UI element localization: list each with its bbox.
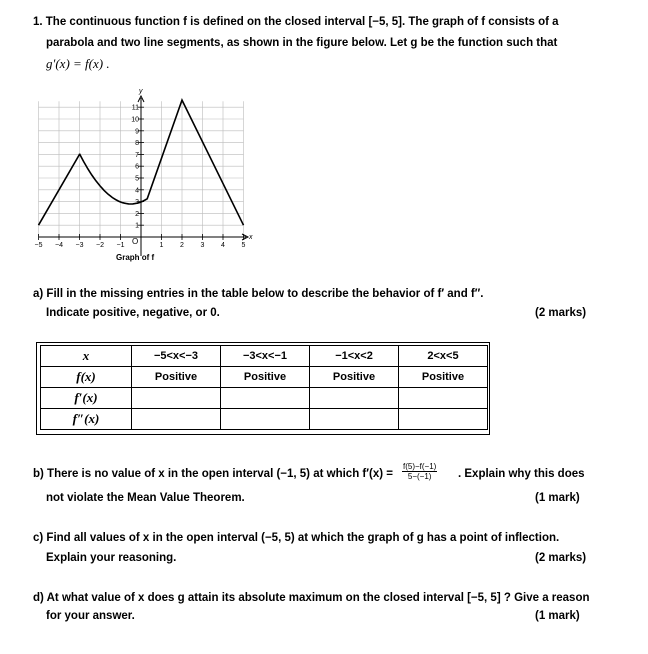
table-cell-empty[interactable] (310, 388, 399, 409)
part-b-text-post: . Explain why this does (458, 468, 585, 480)
table-cell-empty[interactable] (221, 409, 310, 430)
part-c-marks: (2 marks) (535, 552, 587, 564)
fraction-denominator: 5−(−1) (407, 472, 432, 481)
part-d-marks: (1 mark) (535, 610, 580, 622)
part-a-marks: (2 marks) (535, 307, 587, 319)
intro-line-1: 1. The continuous function f is defined on the closed interval [−5, 5]. The graph of f consists of a (33, 16, 559, 28)
table-cell-empty[interactable] (399, 409, 488, 430)
x-tick-label: 5 (241, 242, 246, 249)
y-ticks (131, 105, 144, 230)
y-tick-label: 5 (135, 175, 139, 183)
part-b-text-pre: b) There is no value of x in the open interval (−1, 5) at which f′(x) = (33, 468, 393, 480)
behavior-table (40, 345, 488, 430)
fraction-numerator: f(5)−f(−1) (403, 462, 437, 471)
table-cell-empty[interactable] (310, 409, 399, 430)
part-b-line-2: not violate the Mean Value Theorem. (46, 492, 245, 504)
y-tick-label: 7 (135, 151, 139, 159)
table-cell-empty[interactable] (221, 388, 310, 409)
part-c-line-2: Explain your reasoning. (46, 552, 177, 564)
x-ticks (35, 234, 246, 249)
table-cell-empty[interactable] (132, 388, 221, 409)
table-cell: Positive (132, 367, 221, 388)
y-axis-label: y (139, 88, 143, 95)
graph-of-f (34, 86, 264, 266)
graph-caption: Graph of f (116, 253, 155, 262)
part-a-line-2: Indicate positive, negative, or 0. (46, 307, 220, 319)
row-label: f(x) (41, 367, 132, 388)
row-label: f″(x) (41, 409, 132, 430)
column-header: 2<x<5 (399, 346, 488, 367)
y-tick-label: 8 (135, 140, 139, 148)
table-cell-empty[interactable] (132, 409, 221, 430)
y-tick-label: 10 (131, 116, 139, 124)
table-cell-empty[interactable] (399, 388, 488, 409)
x-tick-label: 4 (221, 242, 225, 249)
y-tick-label: 4 (135, 187, 139, 195)
part-b-fraction (402, 462, 437, 481)
x-tick-label: −4 (55, 242, 63, 249)
x-tick-label: −1 (116, 242, 125, 249)
part-a-line-1: a) Fill in the missing entries in the table below to describe the behavior of f′ and f″. (33, 288, 484, 300)
origin-label: O (132, 237, 139, 246)
y-tick-label: 11 (131, 104, 139, 112)
table-cell: Positive (221, 367, 310, 388)
y-tick-label: 1 (135, 222, 139, 230)
x-axis-label: x (249, 234, 253, 241)
y-tick-label: 6 (135, 163, 139, 171)
x-tick-label: −2 (96, 242, 104, 249)
part-b-line-1 (33, 468, 393, 480)
table-header-row (41, 346, 488, 367)
header-x: x (41, 346, 132, 367)
table-row (41, 388, 488, 409)
row-label: f′(x) (41, 388, 132, 409)
x-tick-label: 3 (200, 242, 205, 249)
intro-line-3: g′(x) = f(x) . (46, 56, 110, 71)
part-d-line-2: for your answer. (46, 610, 135, 622)
intro-line-2: parabola and two line segments, as shown in the figure below. Let g be the function such that (46, 37, 558, 49)
column-header: −5<x<−3 (132, 346, 221, 367)
part-b-marks: (1 mark) (535, 492, 580, 504)
table-cell: Positive (399, 367, 488, 388)
table-cell: Positive (310, 367, 399, 388)
x-tick-label: −3 (75, 242, 84, 249)
y-tick-label: 3 (135, 199, 139, 207)
column-header: −1<x<2 (310, 346, 399, 367)
graph-axes (39, 96, 248, 256)
table-row (41, 409, 488, 430)
part-c-line-1: c) Find all values of x in the open interval (−5, 5) at which the graph of g has a point of inflection. (33, 532, 560, 544)
x-tick-label: 2 (180, 242, 184, 249)
table-row (41, 367, 488, 388)
part-d-line-1: d) At what value of x does g attain its absolute maximum on the closed interval [−5, 5] ? Give a reason (33, 592, 590, 604)
y-tick-label: 2 (135, 210, 139, 218)
column-header: −3<x<−1 (221, 346, 310, 367)
y-tick-label: 9 (135, 128, 139, 136)
x-tick-label: −5 (34, 242, 43, 249)
x-tick-label: 1 (159, 242, 164, 249)
